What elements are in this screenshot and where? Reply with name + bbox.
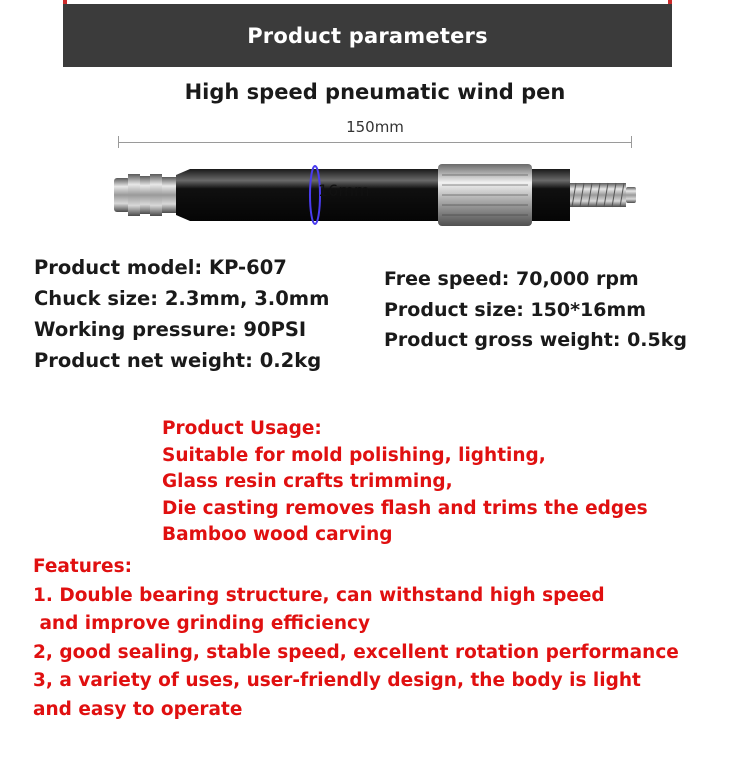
pen-tail (532, 169, 570, 221)
pen-air-fitting (570, 183, 636, 207)
usage-item: Bamboo wood carving (162, 524, 393, 545)
features-heading: Features: (33, 556, 133, 577)
length-label: 150mm (346, 118, 404, 136)
dimension-line (118, 142, 632, 143)
spec-net-weight: Product net weight: 0.2kg (34, 349, 322, 372)
spec-product-size: Product size: 150*16mm (384, 298, 647, 321)
length-dimension (118, 118, 632, 148)
product-title: High speed pneumatic wind pen (184, 80, 566, 104)
spec-model: Product model: KP-607 (34, 256, 287, 279)
spec-gross-weight: Product gross weight: 0.5kg (384, 329, 687, 351)
pen-body (176, 169, 438, 221)
usage-heading: Product Usage: (162, 418, 322, 439)
feature-line: and easy to operate (33, 698, 243, 720)
diameter-label: 16mm (318, 181, 370, 200)
feature-line: 3, a variety of uses, user-friendly design, the body is light (33, 670, 641, 691)
dimension-tick-left (118, 136, 119, 148)
section-banner (63, 4, 672, 67)
feature-line: 1. Double bearing structure, can withstand high speed (33, 584, 605, 606)
pen-grip (438, 164, 532, 226)
dimension-tick-right (631, 136, 632, 148)
usage-item: Glass resin crafts trimming, (162, 471, 453, 492)
spec-list-right (384, 264, 687, 356)
usage-item: Die casting removes flash and trims the edges (162, 497, 648, 519)
feature-line: and improve grinding efficiency (33, 613, 371, 634)
spec-chuck-size: Chuck size: 2.3mm, 3.0mm (34, 287, 330, 310)
usage-section (162, 416, 648, 549)
spec-working-pressure: Working pressure: 90PSI (34, 318, 307, 341)
pen-chuck (114, 174, 176, 216)
feature-line: 2, good sealing, stable speed, excellent rotation performance (33, 641, 679, 663)
pneumatic-pen-illustration (110, 155, 640, 235)
usage-item: Suitable for mold polishing, lighting, (162, 444, 546, 466)
spec-free-speed: Free speed: 70,000 rpm (384, 268, 639, 290)
spec-list-left (34, 252, 329, 376)
banner-title: Product parameters (247, 23, 488, 48)
features-section (33, 553, 679, 724)
